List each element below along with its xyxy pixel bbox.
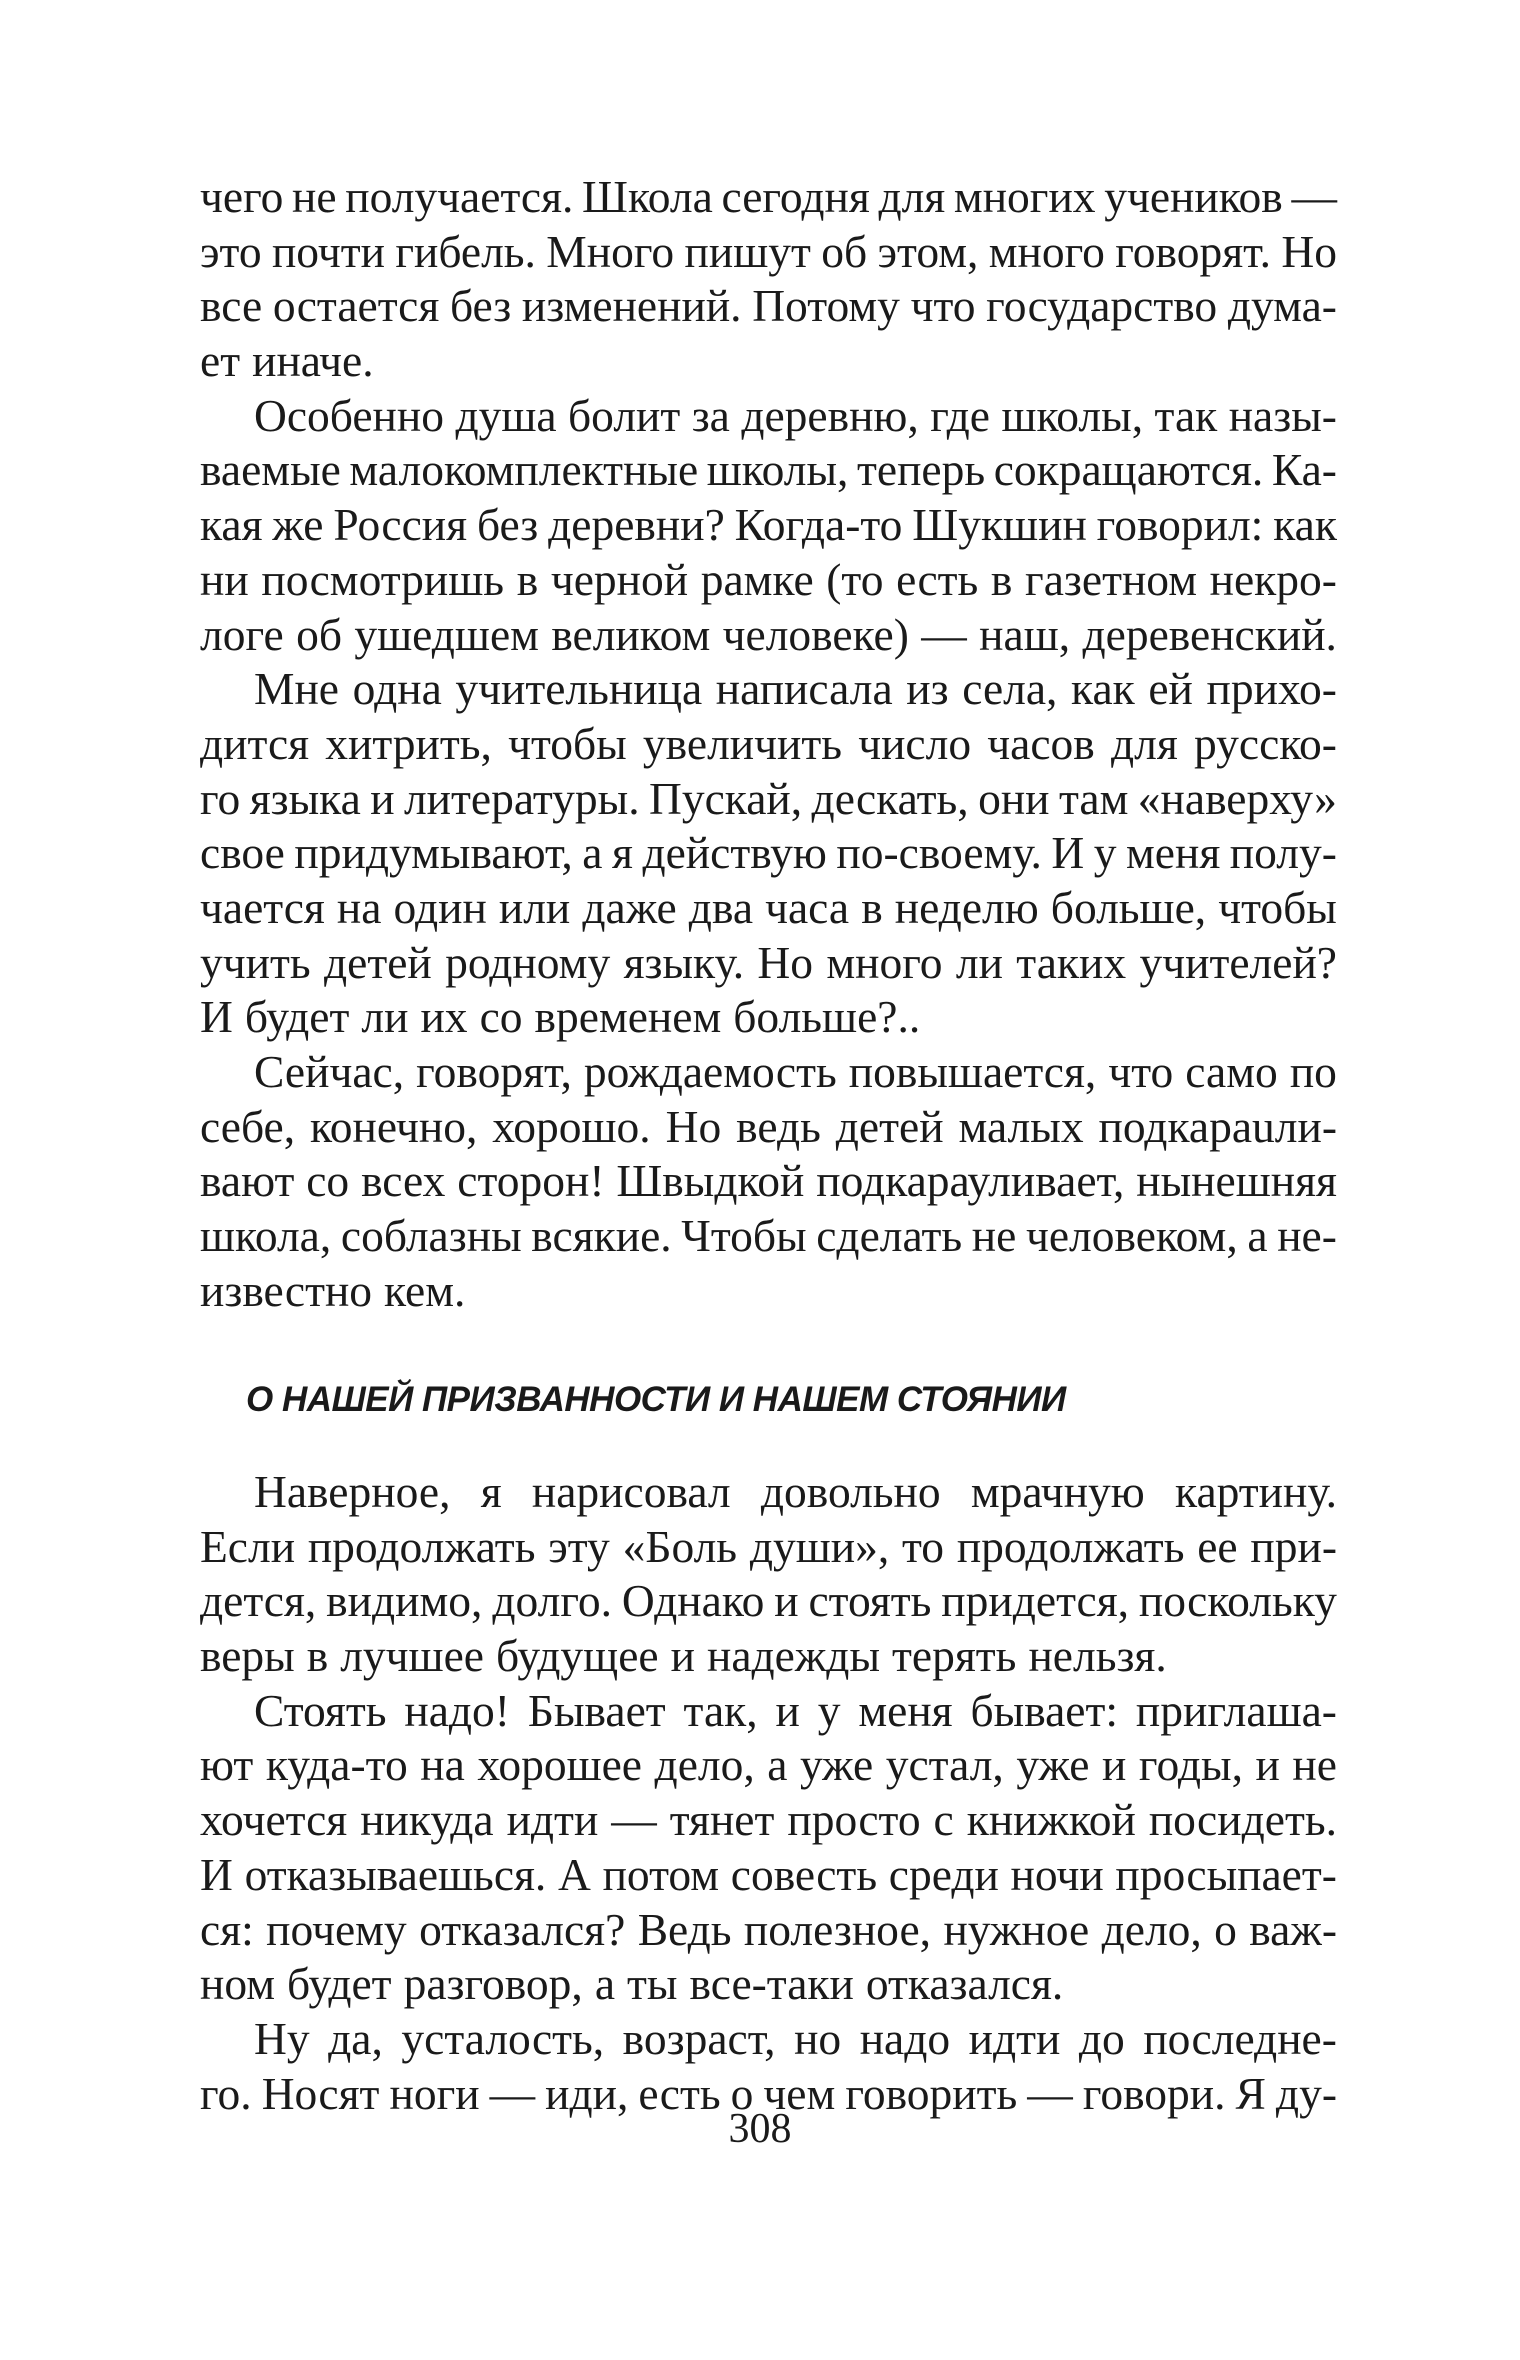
text-line: Наверное, я нарисовал довольно мрачную картину. <box>254 1466 1337 1517</box>
text-line: это почти гибель. Много пишут об этом, много говорят. Но <box>200 225 1337 277</box>
text-line: ном будет разговор, а ты все-таки отказался. <box>200 1958 1064 2010</box>
text-line: школа, соблазны всякие. Чтобы сделать не человеком, а не- <box>200 1210 1337 1262</box>
text-line: Сейчас, говорят, рождаемость повышается, что само по <box>254 1046 1337 1097</box>
text-line: чего не получается. Школа сегодня для многих учеников — <box>200 171 1337 222</box>
text-line: Мне одна учительница написала из села, как ей прихо- <box>254 663 1337 715</box>
page-number: 308 <box>728 2106 792 2152</box>
text-line: чается на один или даже два часа в неделю больше, чтобы <box>200 881 1337 933</box>
text-line: свое придумывают, а я действую по-своему. И у меня полу- <box>200 827 1337 879</box>
text-line: известно кем. <box>200 1264 466 1316</box>
text-line: вают со всех сторон! Швыдкой подкарауливает, нынешняя <box>200 1155 1337 1207</box>
section-heading: О НАШЕЙ ПРИЗВАННОСТИ И НАШЕМ СТОЯНИИ <box>246 1380 1066 1419</box>
text-line: учить детей родному языку. Но много ли таких учителей? <box>200 936 1337 988</box>
text-line: ни посмотришь в черной рамке (то есть в газетном некро- <box>200 553 1337 605</box>
text-line: Особенно душа болит за деревню, где школы, так назы- <box>254 389 1337 441</box>
text-line: веры в лучшее будущее и надежды терять нельзя. <box>200 1630 1167 1682</box>
text-line: И отказываешься. А потом совесть среди ночи просыпает- <box>200 1848 1337 1900</box>
text-line: ют куда-то на хорошее дело, а уже устал, уже и годы, и не <box>200 1739 1337 1791</box>
text-line: кая же Россия без деревни? Когда-то Шукшин говорил: как <box>200 499 1337 551</box>
text-line: дется, видимо, долго. Однако и стоять придется, поскольку <box>200 1575 1337 1627</box>
text-line: логе об ушедшем великом человеке) — наш, деревенский. <box>200 608 1337 660</box>
text-line: Стоять надо! Бывает так, и у меня бывает: приглаша- <box>254 1684 1337 1736</box>
text-line: ет иначе. <box>200 335 374 387</box>
text-line: ваемые малокомплектные школы, теперь сокращаются. Ка- <box>200 444 1337 496</box>
text-line: го. Носят ноги — иди, есть о чем говорить — говори. Я ду- <box>200 2067 1337 2119</box>
text-line: го языка и литературы. Пускай, дескать, они там «наверху» <box>200 772 1337 824</box>
text-line: дится хитрить, чтобы увеличить число часов для русско- <box>200 717 1337 769</box>
text-section-after <box>200 1465 1337 2121</box>
text-line: все остается без изменений. Потому что государство дума- <box>200 280 1337 332</box>
text-line: хочется никуда идти — тянет просто с книжкой посидеть. <box>200 1794 1337 1846</box>
text-line: Ну да, усталость, возраст, но надо идти до последне- <box>254 2012 1337 2064</box>
text-line: себе, конечно, хорошо. Но ведь детей малых подкарauли- <box>200 1100 1337 1152</box>
text-line: ся: почему отказался? Ведь полезное, нужное дело, о важ- <box>200 1903 1337 1955</box>
text-line: И будет ли их со временем больше?.. <box>200 991 921 1043</box>
text-section-before <box>200 170 1337 1318</box>
text-line: Если продолжать эту «Боль души», то продолжать ее при- <box>200 1520 1337 1572</box>
